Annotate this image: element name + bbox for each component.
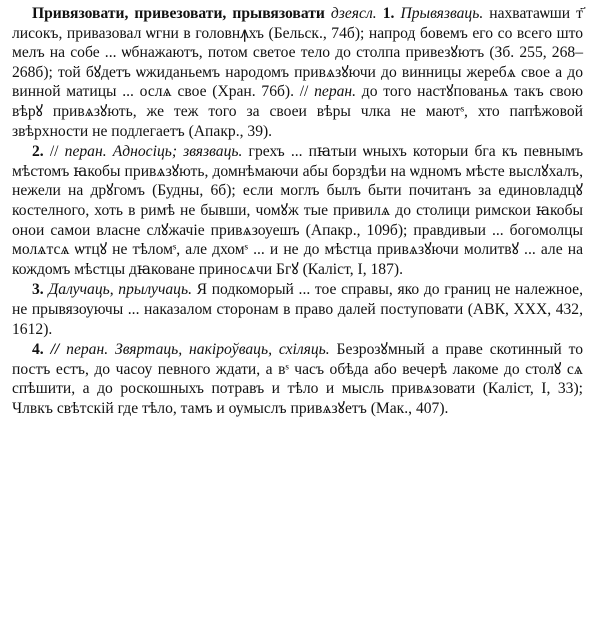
sense-paragraph-2 [12, 142, 583, 279]
text-run: 3. [32, 281, 44, 299]
text-run: 1. [382, 5, 395, 22]
text-run: Далучаць, прылучаць. [43, 281, 192, 299]
text-run: перан. [314, 83, 357, 101]
text-run: до того настꙋпованьѧ такъ свою вѣрꙋ привѧзꙋють, же теж того за своеи вѣры члка не маютˢ, хто папѣжовой звѣрхности не подлегаетъ (Апакр., 39). [12, 83, 583, 140]
text-run: // [43, 341, 60, 359]
text-run: нахватаѡши т҃ лисокъ, привазовал ѡгни в головнꙟхъ (Бельск., 74б); напрод бовемъ его со всего што мелъ на собе ... ѡбнажаютъ, потом светое тело до столпа привезꙋютъ (Зб. 255, 268–268б); той бꙋдетъ ѡжиданьемъ народомъ привѧзꙋючи до винницы жеребѧ свое а до винной матицы ... ослѧ свое (Хран. 76б). // [12, 5, 583, 101]
text-run: 2. [32, 143, 44, 161]
text-run: перан. Звяртаць, накіроўваць, схіляць. [59, 341, 330, 359]
text-run: грехъ ... пꙗтыи ѡныхъ которыи бга къ певнымъ мѣстомъ ꙗкобы привѧзꙋють, домнѣмаючи абы борздѣи на ѡдномъ мѣсте выслꙋхалъ, нежели на дрꙋгомъ (Будны, 6б); если моглъ былъ быти почитанъ за единовладцꙋ костелного, хоть в римѣ не бывши, чомꙋж тые привилѧ до столици римскои ꙗкобы онои самои власне слꙋжачіе привѧзоуешъ (Апакр., 109б); правдивыи ... богомолцы молѧтсѧ ѡтцꙋ не тѣломˢ, але дхомˢ ... и не до мѣстца привѧзꙋючи молитвꙋ ... але на кождомъ мѣстцы дꙗковане приносѧчи Бгꙋ (Каліст, І, 187). [12, 143, 584, 278]
text-run: Я подкоморый ... тое справы, яко до границ не належное, не прывязоуючы ... наказалом сторонам в право далей поступовати (АВК, XXX, 432, 1612). [12, 281, 583, 338]
sense-paragraph-1 [12, 4, 583, 141]
text-run: перан. Адносіць; звязваць. [64, 143, 243, 161]
text-run: Привязовати, привезовати, прывязовати [32, 5, 325, 22]
text-run: Безрозꙋмный а праве скотинный то постъ естъ, до часоу певного ждати, а вˢ часъ обѣда або вечерѣ лакоме до столꙋ сѧ спѣшити, а до роскошныхъ потравъ и тѣло и мысль привѧзовати (Каліст, І, 33); Члвкъ свѣтскій где тѣло, тамъ и оумыслъ привѧзꙋетъ (Мак., 407). [12, 341, 583, 417]
sense-paragraph-4 [12, 340, 583, 418]
text-run: 4. [32, 341, 44, 359]
text-run: Прывязваць. [394, 5, 484, 22]
sense-paragraph-3 [12, 280, 583, 339]
text-run: дзеясл. [324, 5, 383, 22]
text-run: // [43, 143, 65, 161]
